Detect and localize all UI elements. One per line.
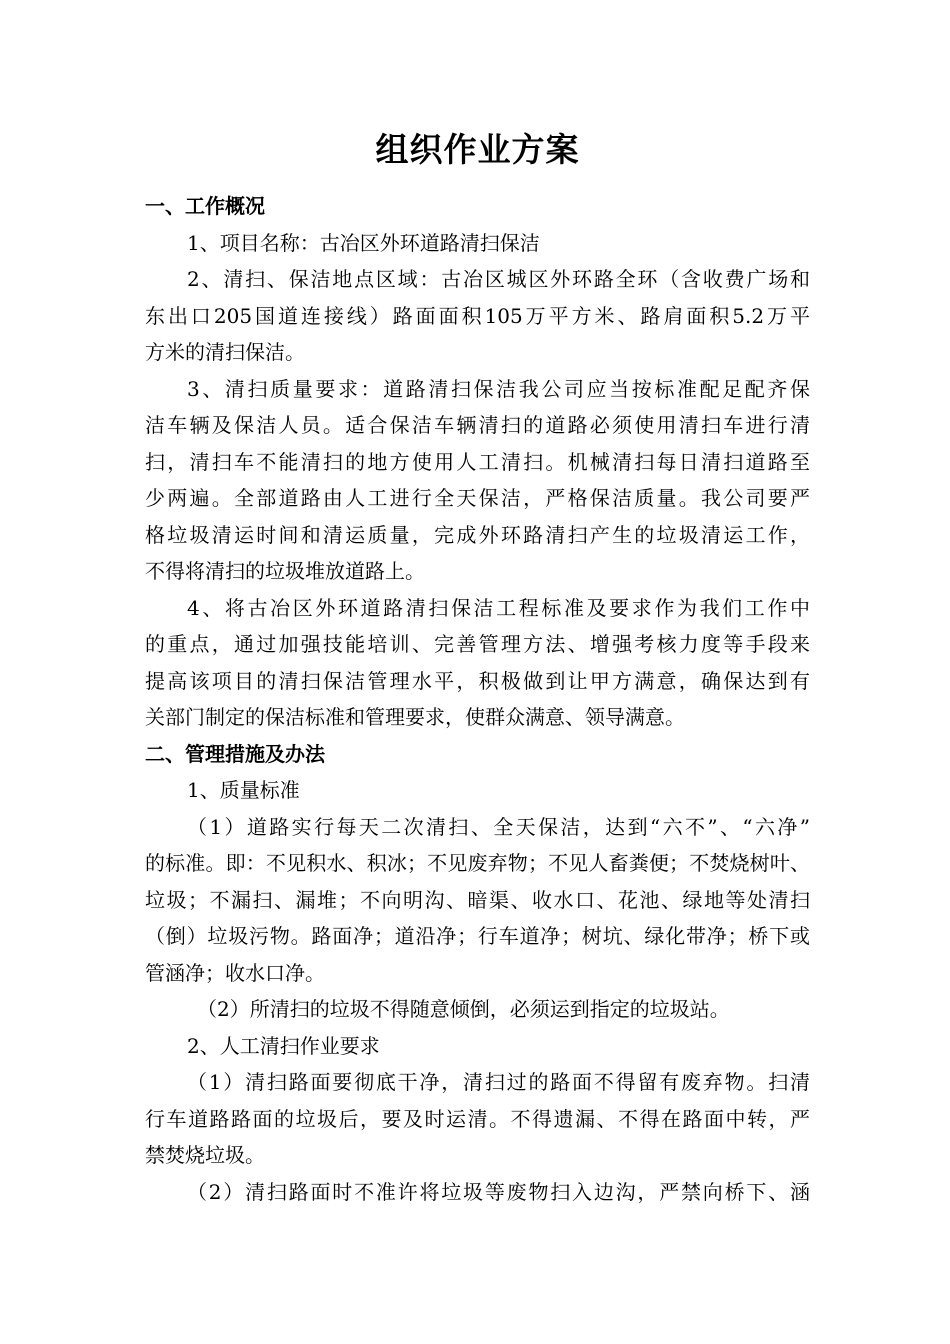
paragraph-line: 3、清扫质量要求：道路清扫保洁我公司应当按标准配足配齐保 xyxy=(187,376,810,401)
paragraph-line: （倒）垃圾污物。路面净；道沿净；行车道净；树坑、绿化带净；桥下或 xyxy=(145,924,810,948)
paragraph-line: 垃圾；不漏扫、漏堆；不向明沟、暗渠、收水口、花池、绿地等处清扫 xyxy=(145,887,810,912)
paragraph-line: 扫，清扫车不能清扫的地方使用人工清扫。机械清扫每日清扫道路至 xyxy=(145,449,810,474)
paragraph-line: （1）清扫路面要彻底干净，清扫过的路面不得留有废弃物。扫清 xyxy=(187,1070,810,1094)
section-heading-overview: 一、工作概况 xyxy=(145,194,265,218)
paragraph-line: 的重点，通过加强技能培训、完善管理方法、增强考核力度等手段来 xyxy=(145,632,810,656)
section-heading-measures: 二、管理措施及办法 xyxy=(145,741,325,766)
paragraph-line: （2）所清扫的垃圾不得随意倾倒，必须运到指定的垃圾站。 xyxy=(197,997,730,1021)
paragraph-line: 不得将清扫的垃圾堆放道路上。 xyxy=(145,559,425,583)
document-body xyxy=(145,188,810,1210)
document-title: 组织作业方案 xyxy=(375,130,580,169)
paragraph-line: 提高该项目的清扫保洁管理水平，积极做到让甲方满意，确保达到有 xyxy=(145,668,810,693)
paragraph-line: 2、清扫、保洁地点区域：古冶区城区外环路全环（含收费广场和 xyxy=(187,267,810,291)
paragraph-line: 4、将古冶区外环道路清扫保洁工程标准及要求作为我们工作中 xyxy=(187,595,810,620)
paragraph-line: 方米的清扫保洁。 xyxy=(145,340,305,364)
paragraph-line: 1、项目名称：古冶区外环道路清扫保洁 xyxy=(187,230,540,255)
subsection-heading-manual-cleaning: 2、人工清扫作业要求 xyxy=(187,1033,380,1058)
paragraph-line: 管涵净；收水口净。 xyxy=(145,960,325,985)
paragraph-line: 洁车辆及保洁人员。适合保洁车辆清扫的道路必须使用清扫车进行清 xyxy=(145,413,810,437)
paragraph-line: 格垃圾清运时间和清运质量，完成外环路清扫产生的垃圾清运工作， xyxy=(145,522,810,547)
paragraph-line: 关部门制定的保洁标准和管理要求，使群众满意、领导满意。 xyxy=(145,705,685,729)
paragraph-line: 东出口205国道连接线）路面面积105万平方米、路肩面积5.2万平 xyxy=(145,303,810,328)
paragraph-line: 行车道路路面的垃圾后，要及时运清。不得遗漏、不得在路面中转，严 xyxy=(145,1106,810,1131)
paragraph-line: 禁焚烧垃圾。 xyxy=(145,1143,265,1167)
paragraph-line: （2）清扫路面时不准许将垃圾等废物扫入边沟，严禁向桥下、涵 xyxy=(187,1179,810,1204)
paragraph-line: 的标准。即：不见积水、积冰；不见废弃物；不见人畜粪便；不焚烧树叶、 xyxy=(145,851,810,875)
subsection-heading-quality: 1、质量标准 xyxy=(187,778,300,802)
paragraph-line: （1）道路实行每天二次清扫、全天保洁，达到“六不”、“六净” xyxy=(187,814,810,839)
paragraph-line: 少两遍。全部道路由人工进行全天保洁，严格保洁质量。我公司要严 xyxy=(145,486,810,510)
